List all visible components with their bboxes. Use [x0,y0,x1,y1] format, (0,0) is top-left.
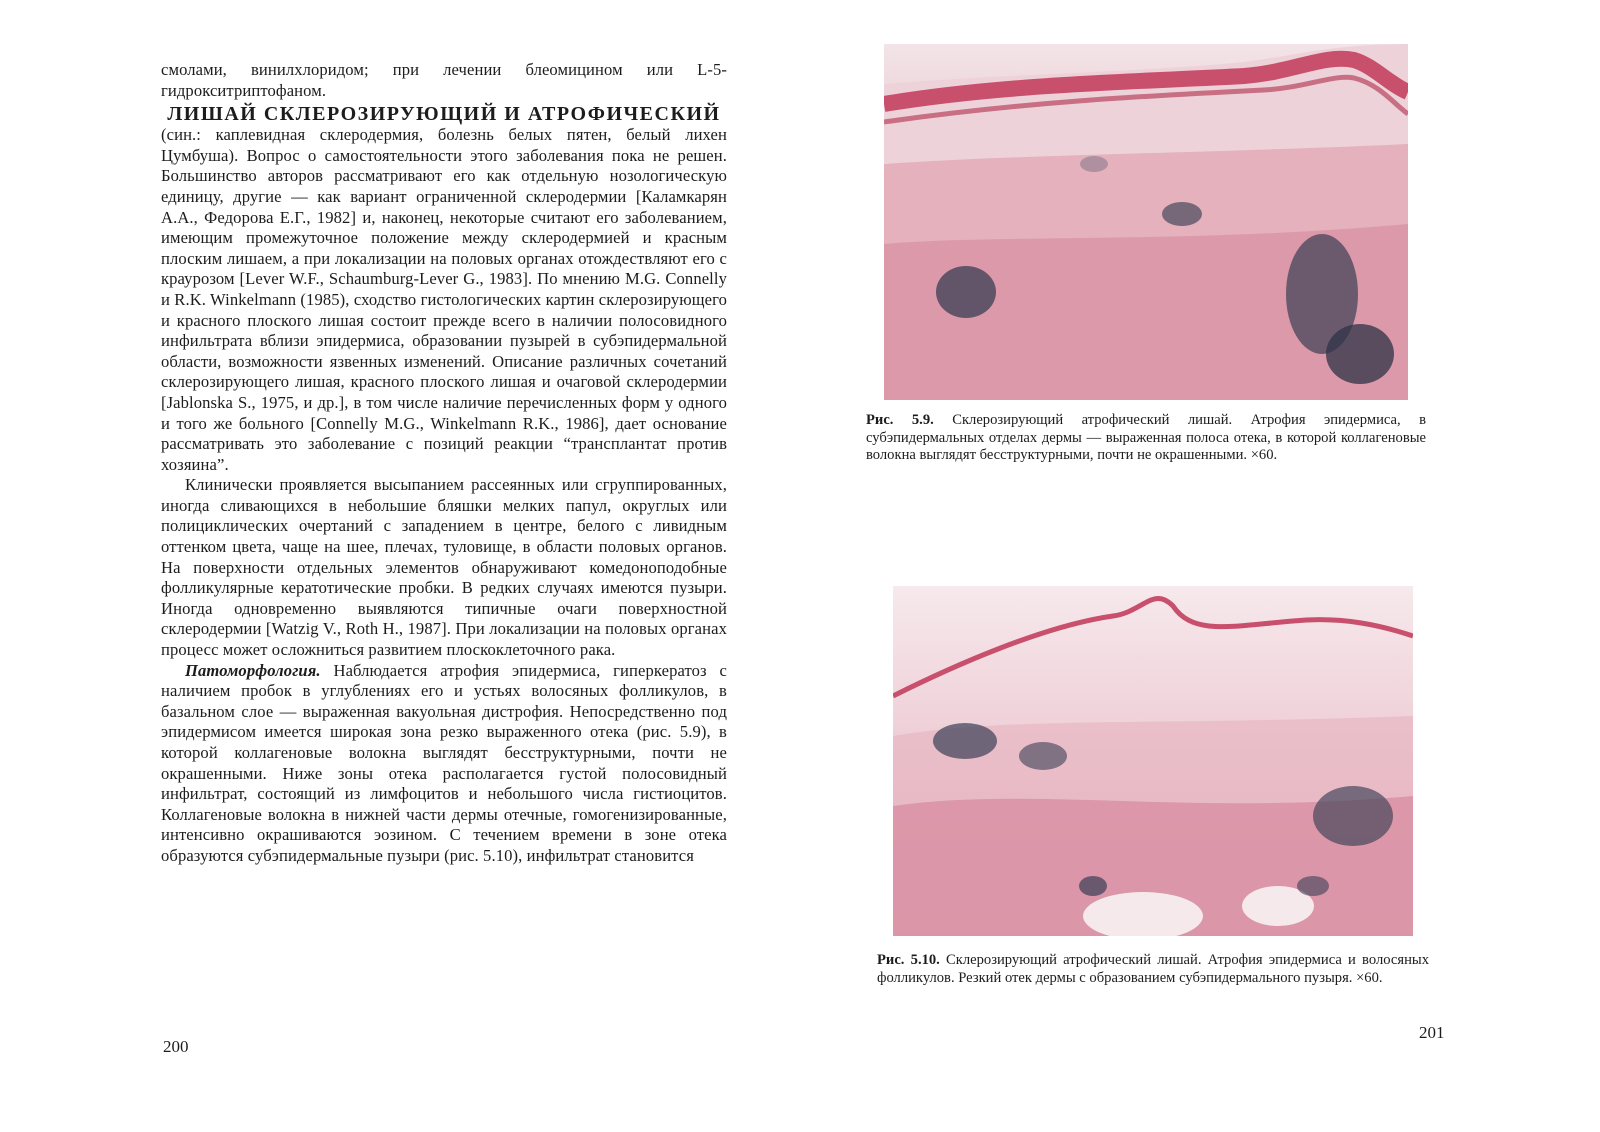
figure-label-5-10: Рис. 5.10. [877,952,940,968]
left-text-column [161,60,727,867]
figure-label-5-9: Рис. 5.9. [866,412,934,428]
histology-image-2 [893,586,1413,936]
clinical-paragraph: Клинически проявляется высыпанием рассеянных или сгруппированных, иногда сливающихся в небольшие бляшки мелких папул, округлых или полициклических очертаний с западением в центре, белого с ливидным оттенком цвета, чаще на шее, плечах, туловище, в области половых органов. На поверхности отдельных элементов обнаруживают комедоноподобные фолликулярные кератотические пробки. В редких случаях имеются пузыри. Иногда одновременно выявляются типичные очаги поверхностной склеродермии [Watzig V., Roth H., 1987]. При локализации на половых органах процесс может осложниться развитием плоскоклеточного рака. [161,475,727,660]
histology-image-1 [884,44,1408,400]
histology-photo-fig-5-9 [884,44,1408,400]
figure-caption-5-9 [866,412,1426,465]
page-number-left: 200 [163,1037,189,1056]
figure-caption-text-5-10: Склерозирующий атрофический лишай. Атрофия эпидермиса и волосяных фолликулов. Резкий отек дермы с образованием субэпидермального пузыря. ×60. [877,952,1429,986]
pathomorphology-paragraph [161,661,727,867]
figure-caption-text-5-9: Склерозирующий атрофический лишай. Атрофия эпидермиса, в субэпидермальных отделах дермы — выраженная полоса отека, в которой коллагеновые волокна выглядят бесструктурными, почти не окрашенными. ×60. [866,412,1426,464]
pathomorphology-lead: Патоморфология. [185,660,321,680]
page-number-right: 201 [1419,1023,1445,1042]
section-heading: ЛИШАЙ СКЛЕРОЗИРУЮЩИЙ И АТРОФИЧЕСКИЙ [167,103,721,126]
pathomorphology-text: Наблюдается атрофия эпидермиса, гиперкератоз с наличием пробок в углублениях его и устьях волосяных фолликулов, в базальном слое — выраженная вакуольная дистрофия. Непосредственно под эпидермисом имеется широкая зона резко выраженного отека (рис. 5.9), в которой коллагеновые волокна выглядят бесструктурными, почти не окрашенными. Ниже зоны отека располагается густой полосовидный инфильтрат, состоящий из лимфоцитов и небольшого числа гистиоцитов. Коллагеновые волокна в нижней части дермы отечные, гомогенизированные, интенсивно окрашиваются эозином. С течением времени в зоне отека образуются субэпидермальные пузыри (рис. 5.10), инфильтрат становится [161,660,727,865]
histology-photo-fig-5-10 [893,586,1413,936]
intro-paragraph: смолами, винилхлоридом; при лечении блеомицином или L-5-гидрокситриптофаном. [161,60,727,100]
synonyms-paragraph: (син.: каплевидная склеродермия, болезнь белых пятен, белый лихен Цумбуша). Вопрос о самостоятельности этого заболевания пока не решен. Большинство авторов рассматривают его как отдельную нозологическую единицу, другие — как вариант ограниченной склеродермии [Каламкарян А.А., Федорова Е.Г., 1982] и, наконец, некоторые считают его заболеванием, имеющим промежуточное положение между склеродермией и красным плоским лишаем, а при локализации на половых органах отождествляют его с краурозом [Lever W.F., Schaumburg-Lever G., 1983]. По мнению M.G. Connelly и R.K. Winkelmann (1985), сходство гистологических картин склерозирующего и красного плоского лишая состоит прежде всего в наличии полосовидного инфильтрата вблизи эпидермиса, образовании пузырей в субэпидермальной области, возможности язвенных изменений. Описание различных сочетаний склерозирующего лишая, красного плоского лишая и очаговой склеродермии [Jablonska S., 1975, и др.], в том числе наличие перечисленных форм у одного и того же больного [Connelly M.G., Winkelmann R.K., 1986], дает основание рассматривать это заболевание с позиций реакции “трансплантат против хозяина”. [161,125,727,474]
figure-caption-5-10 [877,952,1429,987]
